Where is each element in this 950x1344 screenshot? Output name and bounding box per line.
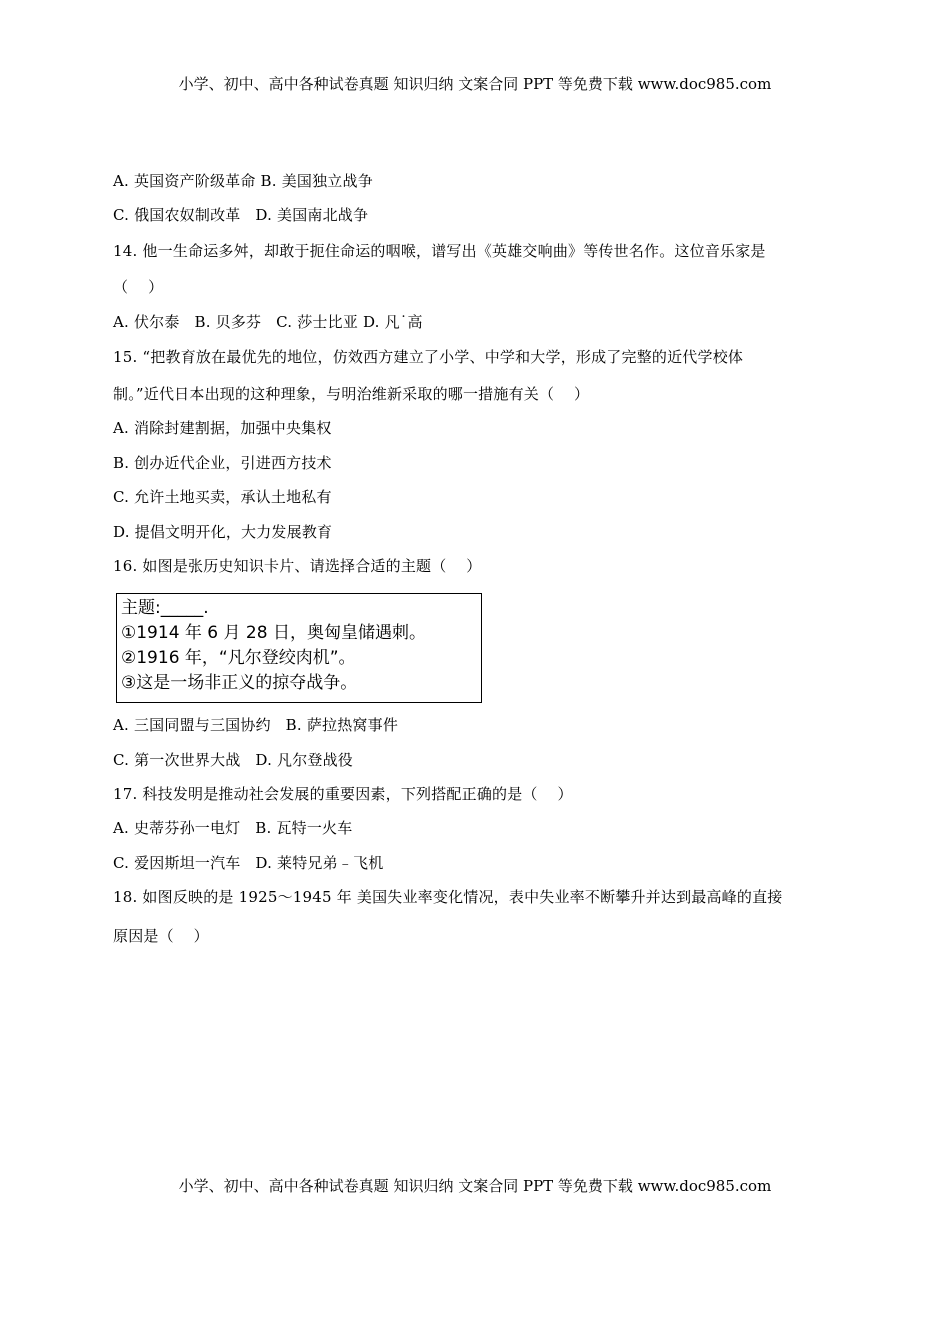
q15-stem-1: 15. “把教育放在最优先的地位，仿效西方建立了小学、中学和大学，形成了完整的近代学校体 [113,348,744,366]
q15-option-a: A. 消除封建割据，加强中央集权 [113,419,332,437]
q18-stem-2: 原因是（ ） [113,927,209,945]
card-item: ①1914 年 6 月 28 日，奥匈皇储遇刺。 [121,623,426,643]
q16-options-ab: A. 三国同盟与三国协约 B. 萨拉热窝事件 [113,716,399,734]
q13-options-ab: A. 英国资产阶级革命 B. 美国独立战争 [113,172,373,190]
card-item: ②1916 年，“凡尔登绞肉机”。 [121,648,356,668]
page-footer: 小学、初中、高中各种试卷真题 知识归纳 文案合同 PPT 等免费下载 www.doc985.com [178,1177,772,1195]
q15-option-b: B. 创办近代企业，引进西方技术 [113,454,332,472]
q18-stem-1: 18. 如图反映的是 1925～1945 年 美国失业率变化情况，表中失业率不断攀升并达到最高峰的直接 [113,888,783,906]
q16-options-cd: C. 第一次世界大战 D. 凡尔登战役 [113,751,354,769]
q15-option-d: D. 提倡文明开化，大力发展教育 [113,523,333,541]
q14-options: A. 伏尔泰 B. 贝多芬 C. 莎士比亚 D. 凡˙高 [113,313,423,331]
page-header: 小学、初中、高中各种试卷真题 知识归纳 文案合同 PPT 等免费下载 www.doc985.com [178,75,772,93]
history-knowledge-card [116,593,482,703]
q15-stem-2: 制。”近代日本出现的这种理象，与明治维新采取的哪一措施有关（ ） [113,385,590,403]
q15-option-c: C. 允许土地买卖，承认土地私有 [113,488,332,506]
q14-stem: 14. 他一生命运多舛，却敢于扼住命运的咽喉，谱写出《英雄交响曲》等传世名作。这位音乐家是 [113,242,766,260]
q14-blank: （ ） [113,278,164,296]
card-topic: 主题:_____. [121,598,209,618]
q16-stem: 16. 如图是张历史知识卡片、请选择合适的主题（ ） [113,557,482,575]
q13-options-cd: C. 俄国农奴制改革 D. 美国南北战争 [113,206,369,224]
q17-options-cd: C. 爱因斯坦一汽车 D. 莱特兄弟﹣飞机 [113,854,384,872]
q17-options-ab: A. 史蒂芬孙一电灯 B. 瓦特一火车 [113,819,353,837]
card-item: ③这是一场非正义的掠夺战争。 [121,673,358,693]
q17-stem: 17. 科技发明是推动社会发展的重要因素，下列搭配正确的是（ ） [113,785,573,803]
